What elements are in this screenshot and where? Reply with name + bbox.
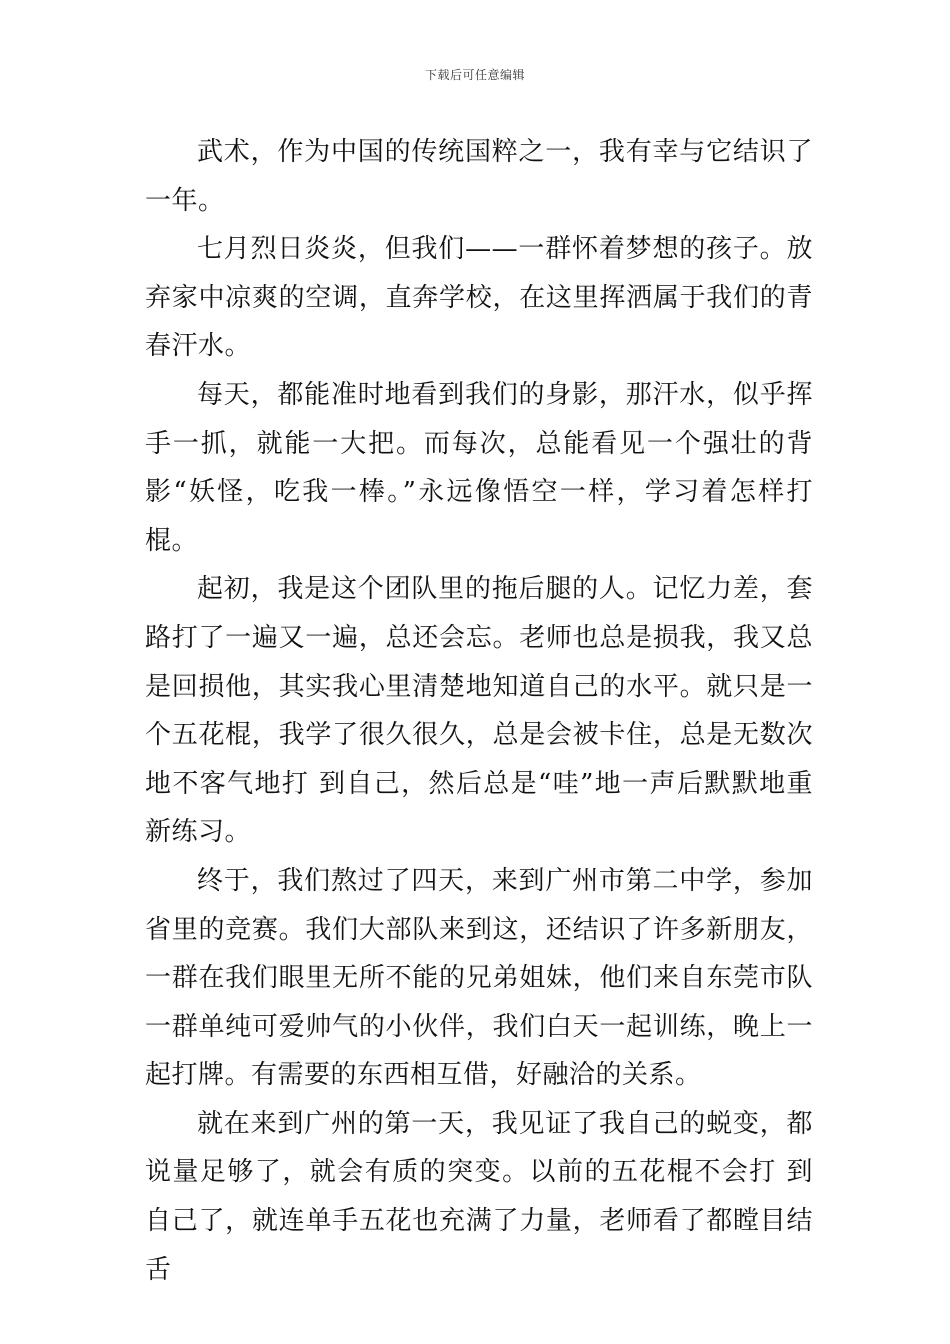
paragraph-6: 就在来到广州的第一天，我见证了我自己的蜕变，都说量足够了，就会有质的突变。以前的五花棍不会打 到自己了，就连单手五花也充满了力量，老师看了都瞠目结舌 [145,1108,813,1285]
document-body [145,128,813,1294]
paragraph-5: 终于，我们熬过了四天，来到广州市第二中学，参加省里的竞赛。我们大部队来到这，还结识了许多新朋友，一群在我们眼里无所不能的兄弟姐妹，他们来自东莞市队一群单纯可爱帅气的小伙伴，我们白天一起训练，晚上一起打牌。有需要的东西相互借，好融洽的关系。 [145,865,813,1091]
paragraph-4: 起初，我是这个团队里的拖后腿的人。记忆力差，套路打了一遍又一遍，总还会忘。老师也总是损我，我又总是回损他，其实我心里清楚地知道自己的水平。就只是一个五花棍，我学了很久很久，总是会被卡住，总是无数次地不客气地打 到自己，然后总是“哇”地一声后默默地重新练习。 [145,574,813,848]
paragraph-1: 武术，作为中国的传统国粹之一，我有幸与它结识了一年。 [145,137,813,216]
paragraph-3: 每天，都能准时地看到我们的身影，那汗水，似乎挥手一抓，就能一大把。而每次，总能看见一个强壮的背影“妖怪，吃我一棒。”永远像悟空一样，学习着怎样打棍。 [145,379,813,556]
header-note: 下载后可任意编辑 [424,68,525,82]
paragraph-2: 七月烈日炎炎，但我们——一群怀着梦想的孩子。放弃家中凉爽的空调，直奔学校，在这里挥洒属于我们的青春汗水。 [145,234,813,362]
